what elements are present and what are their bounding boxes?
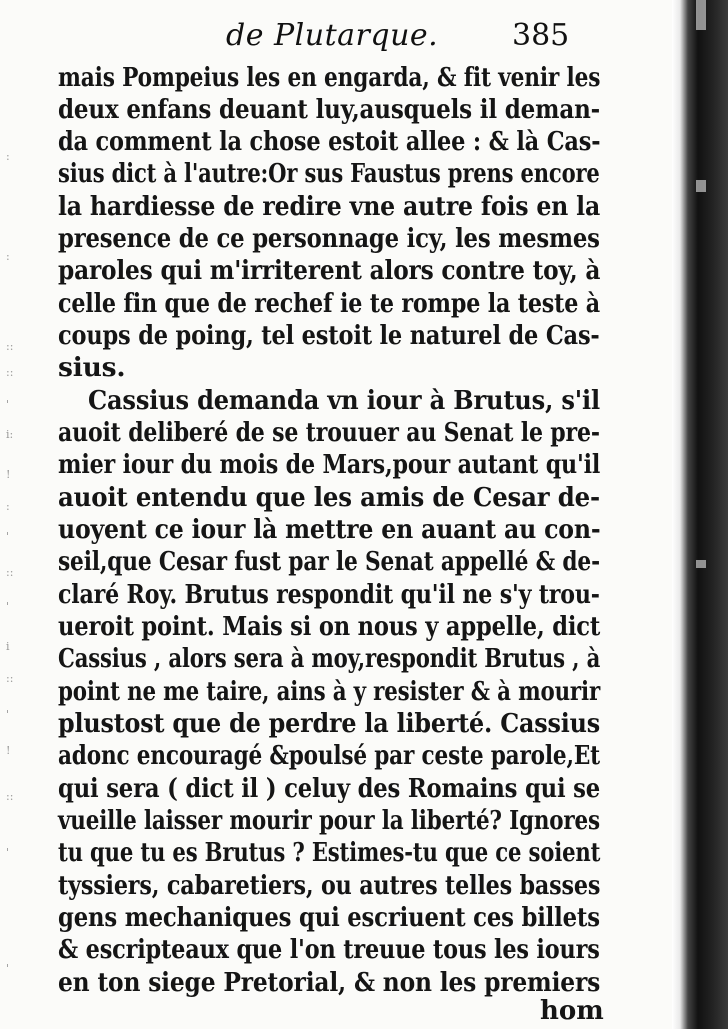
text-line: point ne me taire, ains à y resister & à mourir xyxy=(58,676,601,707)
text-line: mais Pompeius les en engarda, & fit venir les xyxy=(58,62,601,93)
edge-speck xyxy=(696,560,706,568)
margin-mark: : xyxy=(6,150,10,163)
text-line: claré Roy. Brutus respondit qu'il ne s'y trou- xyxy=(58,579,600,610)
margin-mark: ! xyxy=(6,468,11,481)
text-line: sius dict à l'autre:Or sus Faustus prens encore xyxy=(58,158,600,189)
text-line: deux enfans deuant luy,ausquels il deman- xyxy=(58,94,601,125)
margin-mark: :: xyxy=(6,566,14,579)
margin-mark: i xyxy=(6,640,10,653)
margin-mark: ' xyxy=(6,600,10,613)
text-line: mier iour du mois de Mars,pour autant qu'il xyxy=(58,449,601,480)
margin-mark: :: xyxy=(6,672,14,685)
text-line: tyssiers, cabaretiers, ou autres telles basses xyxy=(58,870,601,901)
text-line: la hardiesse de redire vne autre fois en la xyxy=(58,191,601,222)
page-header xyxy=(0,14,672,66)
text-line: presence de ce personnage icy, les mesmes xyxy=(58,223,600,254)
text-line: sius. xyxy=(58,352,126,383)
text-line: Cassius , alors sera à moy,respondit Brutus , à xyxy=(58,643,601,674)
paragraph-first-line: Cassius demanda vn iour à Brutus, s'il xyxy=(88,385,600,416)
text-line: qui sera ( dict il ) celuy des Romains qui se xyxy=(58,773,601,804)
left-margin-bleed-through xyxy=(0,0,36,1029)
margin-mark: ' xyxy=(6,398,10,411)
margin-mark: : xyxy=(6,250,10,263)
margin-mark: i: xyxy=(6,428,14,441)
catchword: hom xyxy=(540,996,604,1026)
text-line: da comment la chose estoit allee : & là Cas- xyxy=(58,126,601,157)
text-line: auoit entendu que les amis de Cesar de- xyxy=(58,482,600,513)
margin-mark: ' xyxy=(6,962,10,975)
margin-mark: ' xyxy=(6,530,10,543)
page-edge-shadow xyxy=(672,0,728,1029)
margin-mark: :: xyxy=(6,340,14,353)
text-line: tu que tu es Brutus ? Estimes-tu que ce soient xyxy=(58,837,601,868)
running-title: de Plutarque. xyxy=(226,18,439,53)
edge-speck xyxy=(696,180,706,192)
text-line: en ton siege Pretorial, & non les premiers xyxy=(58,967,601,998)
text-line: adonc encouragé &poulsé par ceste parole,Et xyxy=(58,740,600,771)
text-line: plustost que de perdre la liberté. Cassius xyxy=(58,708,600,739)
text-line: celle fin que de rechef ie te rompe la teste à xyxy=(58,288,600,319)
text-line: ueroit point. Mais si on nous y appelle, dict xyxy=(58,611,601,642)
text-line: paroles qui m'irriterent alors contre toy, à xyxy=(58,255,601,286)
text-line: seil,que Cesar fust par le Senat appellé & de- xyxy=(58,546,600,577)
margin-mark: :: xyxy=(6,366,14,379)
text-line: coups de poing, tel estoit le naturel de Cas- xyxy=(58,320,600,351)
margin-mark: ' xyxy=(6,708,10,721)
text-line: auoit deliberé de se trouuer au Senat le pre- xyxy=(58,417,600,448)
margin-mark: ! xyxy=(6,744,11,757)
text-line: gens mechaniques qui escriuent ces billets xyxy=(58,902,600,933)
text-line: uoyent ce iour là mettre en auant au con- xyxy=(58,514,601,545)
edge-speck xyxy=(696,0,706,30)
text-line: & escripteaux que l'on treuue tous les iours xyxy=(58,934,600,965)
page-number: 385 xyxy=(512,18,570,53)
margin-mark: ' xyxy=(6,846,10,859)
margin-mark: :: xyxy=(6,790,14,803)
text-line: vueille laisser mourir pour la liberté? Ignores xyxy=(58,805,600,836)
margin-mark: : xyxy=(6,500,10,513)
